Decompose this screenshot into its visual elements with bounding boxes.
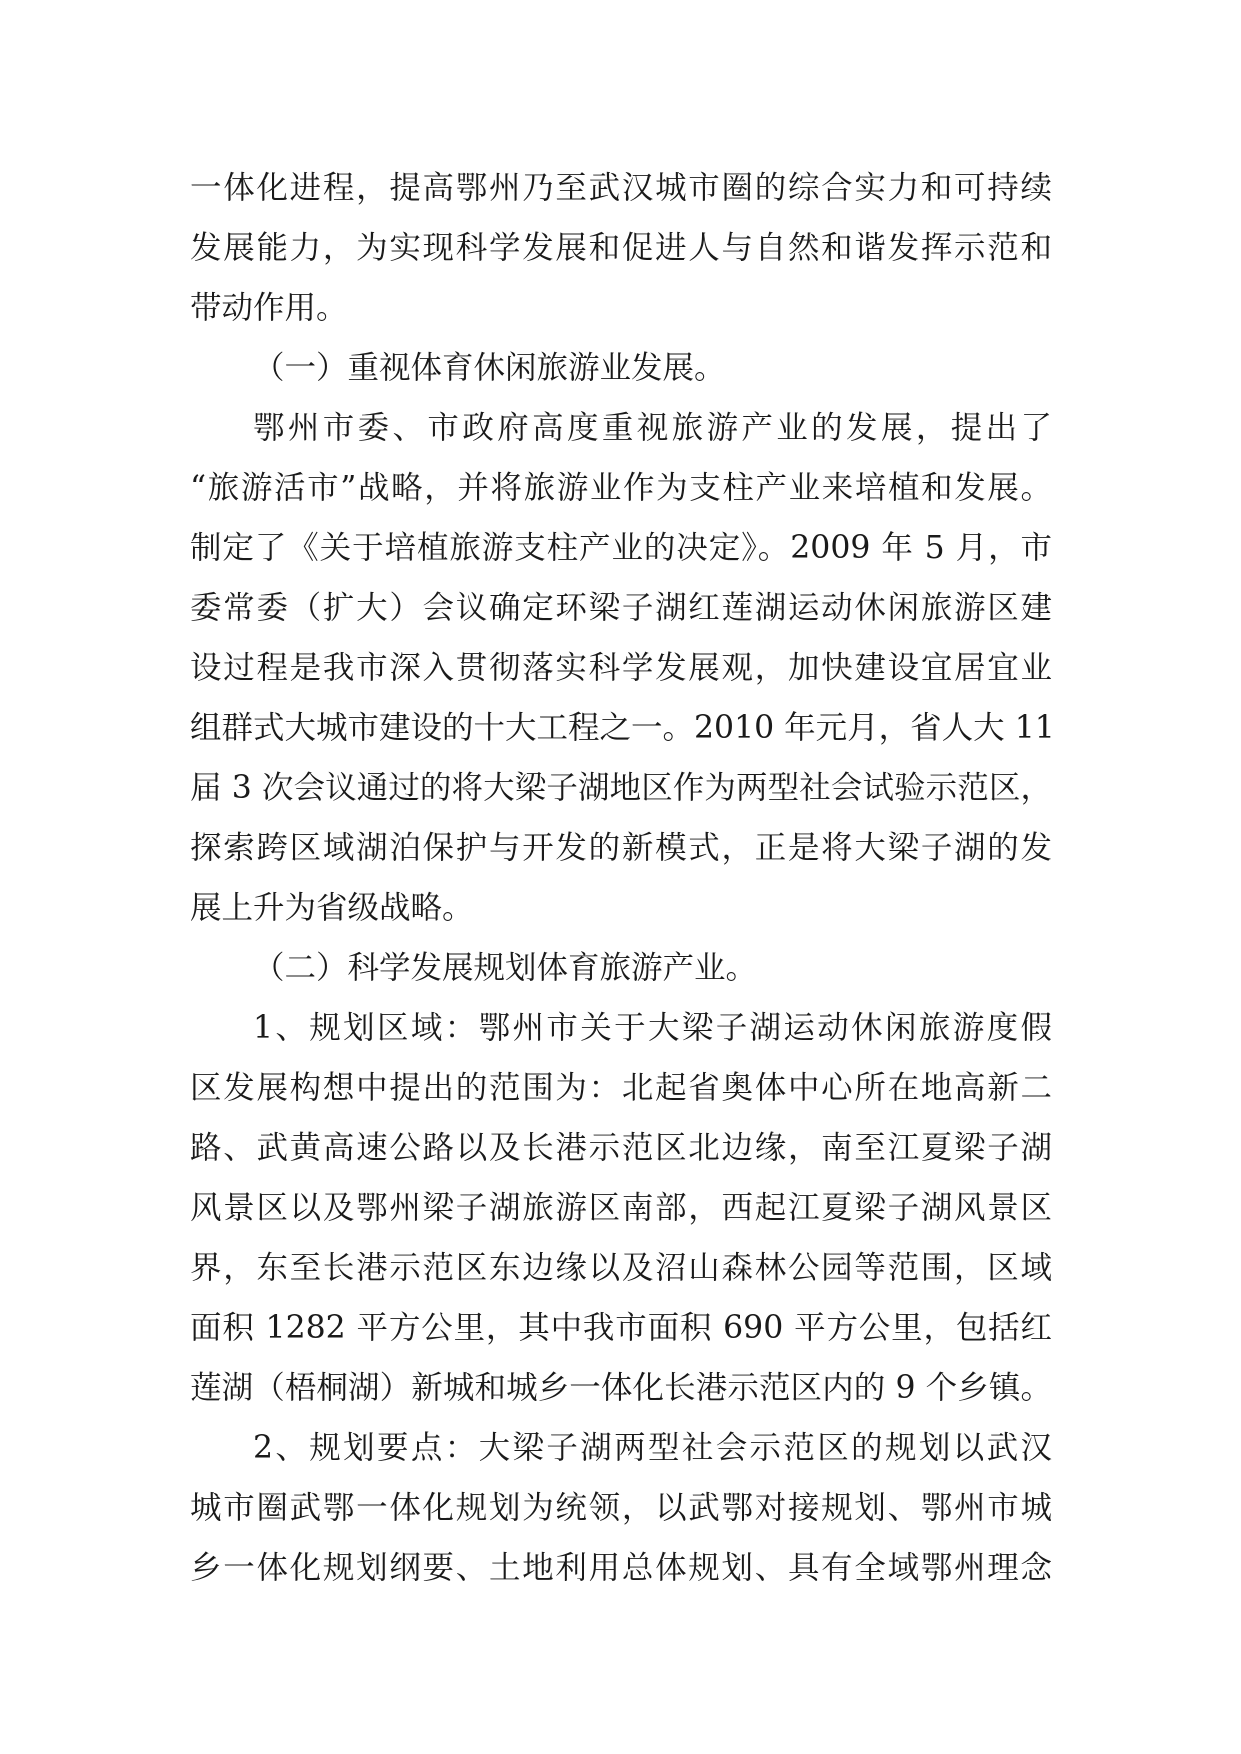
paragraph-start: 鄂州市委、市政府高度重视旅游产业的发展，提出了: [253, 410, 1052, 446]
text-line: 组群式大城市建设的十大工程之一。2010 年元月，省人大 11: [190, 710, 1055, 746]
text-line: 设过程是我市深入贯彻落实科学发展观，加快建设宜居宜业: [190, 650, 1052, 686]
text-line: 界，东至长港示范区东边缘以及沼山森林公园等范围，区域: [190, 1250, 1052, 1286]
body-text: [190, 158, 1055, 1598]
text-line: 委常委（扩大）会议确定环梁子湖红莲湖运动休闲旅游区建: [190, 590, 1052, 626]
text-line: 路、武黄高速公路以及长港示范区北边缘，南至江夏梁子湖: [190, 1130, 1052, 1166]
text-line: 届 3 次会议通过的将大梁子湖地区作为两型社会试验示范区，: [190, 770, 1052, 806]
section-heading-2: （二）科学发展规划体育旅游产业。: [253, 950, 758, 986]
text-line: 莲湖（梧桐湖）新城和城乡一体化长港示范区内的 9 个乡镇。: [190, 1370, 1052, 1406]
text-line: 面积 1282 平方公里，其中我市面积 690 平方公里，包括红: [190, 1310, 1052, 1346]
paragraph-start: 2、规划要点：大梁子湖两型社会示范区的规划以武汉: [253, 1430, 1052, 1466]
text-line: 探索跨区域湖泊保护与开发的新模式，正是将大梁子湖的发: [190, 830, 1052, 866]
text-line: 区发展构想中提出的范围为：北起省奥体中心所在地高新二: [190, 1070, 1052, 1106]
text-line: 城市圈武鄂一体化规划为统领，以武鄂对接规划、鄂州市城: [190, 1490, 1052, 1526]
text-line: 展上升为省级战略。: [190, 890, 474, 926]
text-line: 制定了《关于培植旅游支柱产业的决定》。2009 年 5 月，市: [190, 530, 1052, 566]
paragraph-start: 1、规划区域：鄂州市关于大梁子湖运动休闲旅游度假: [253, 1010, 1052, 1046]
text-line: “旅游活市”战略，并将旅游业作为支柱产业来培植和发展。: [190, 470, 1052, 506]
text-line: 发展能力，为实现科学发展和促进人与自然和谐发挥示范和: [190, 230, 1052, 266]
text-line: 风景区以及鄂州梁子湖旅游区南部，西起江夏梁子湖风景区: [190, 1190, 1052, 1226]
text-line: 带动作用。: [190, 290, 348, 326]
text-line: 一体化进程，提高鄂州乃至武汉城市圈的综合实力和可持续: [190, 170, 1052, 206]
text-line: 乡一体化规划纲要、土地利用总体规划、具有全域鄂州理念: [190, 1550, 1052, 1586]
section-heading-1: （一）重视体育休闲旅游业发展。: [253, 350, 726, 386]
